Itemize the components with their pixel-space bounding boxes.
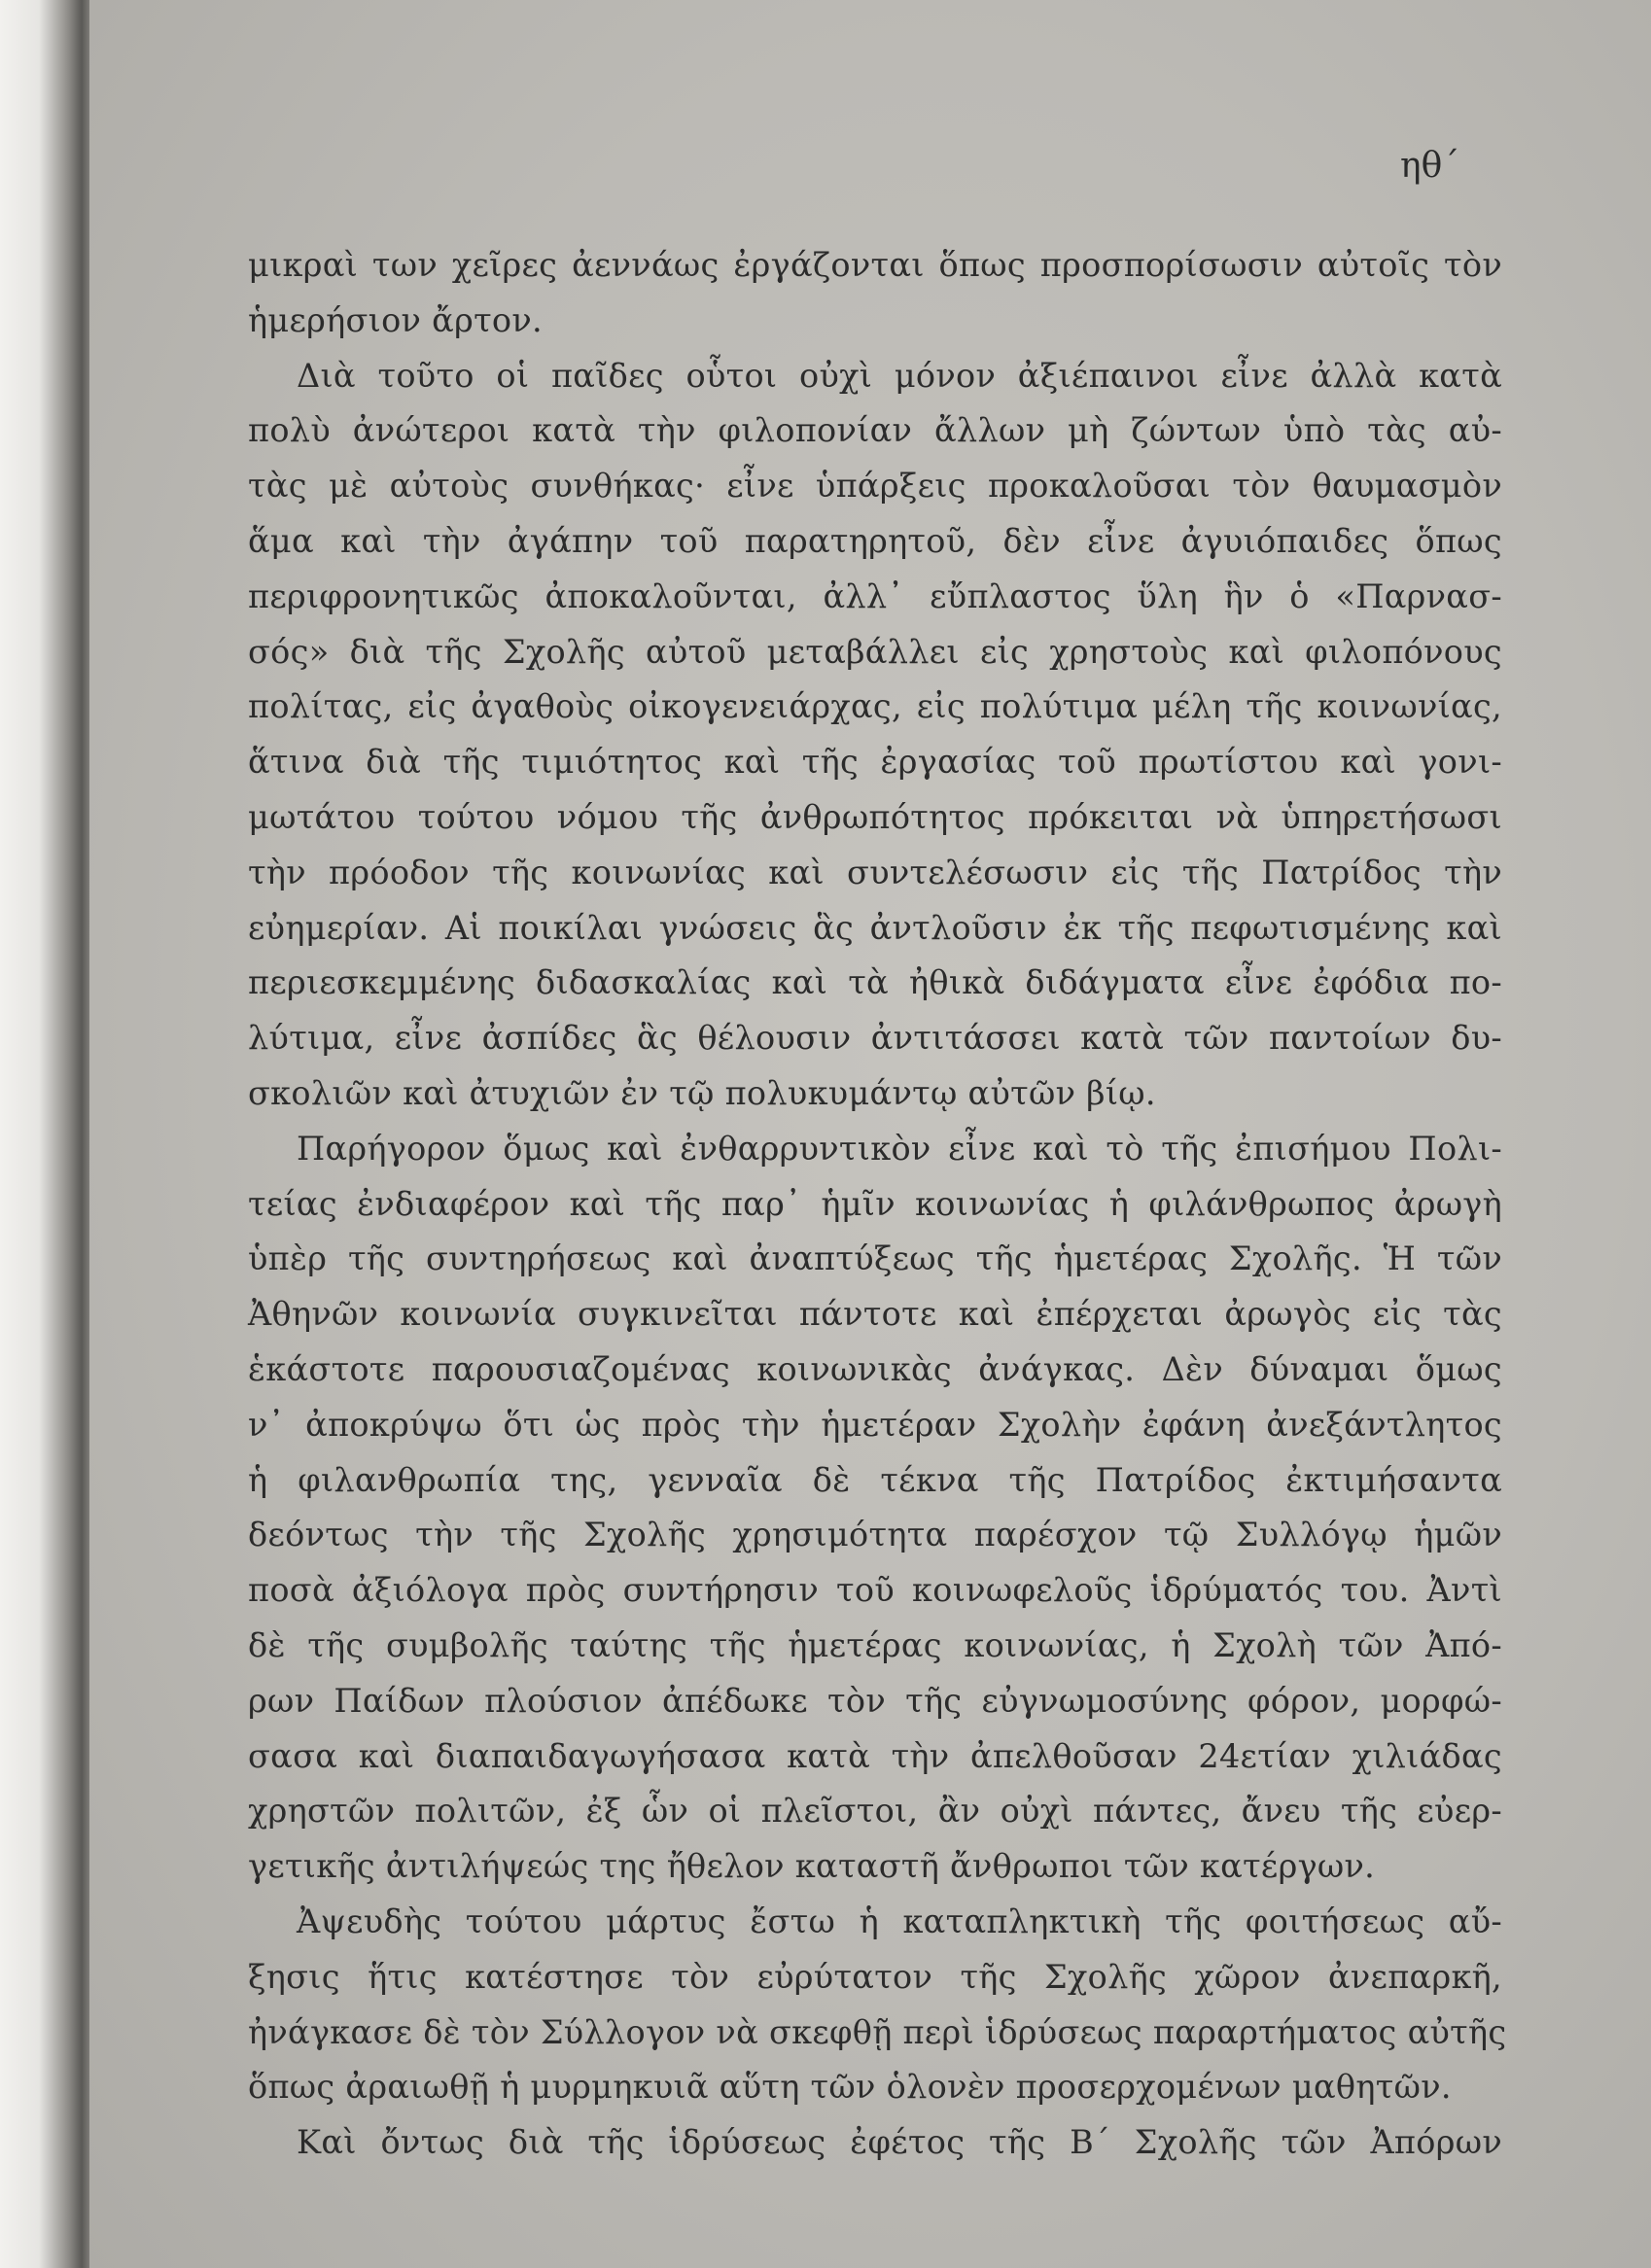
text-line: πολὺ ἀνώτεροι κατὰ τὴν φιλοπονίαν ἄλλων μὴ ζώντων ὑπὸ τὰς αὐ- — [248, 411, 1502, 450]
text-line: περιφρονητικῶς ἀποκαλοῦνται, ἀλλ᾿ εὔπλαστος ὕλη ἣν ὁ «Παρνασ- — [248, 576, 1502, 615]
text-line: σασα καὶ διαπαιδαγωγήσασα κατὰ τὴν ἀπελθοῦσαν 24ετίαν χιλιάδας — [248, 1736, 1502, 1775]
text-line: μωτάτου τούτου νόμου τῆς ἀνθρωπότητος πρόκειται νὰ ὑπηρετήσωσι — [248, 797, 1502, 836]
text-line: Ἀψευδὴς τούτου μάρτυς ἔστω ἡ καταπληκτικὴ τῆς φοιτήσεως αὔ- — [297, 1902, 1502, 1940]
text-line: ν᾿ ἀποκρύψω ὅτι ὡς πρὸς τὴν ἡμετέραν Σχολὴν ἐφάνη ἀνεξάντλητος — [248, 1405, 1502, 1444]
book-gutter — [0, 0, 89, 2268]
text-line: δὲ τῆς συμβολῆς ταύτης τῆς ἡμετέρας κοινωνίας, ἡ Σχολὴ τῶν Ἀπό- — [248, 1625, 1502, 1664]
text-line: Παρήγορον ὅμως καὶ ἐνθαρρυντικὸν εἶνε καὶ τὸ τῆς ἐπισήμου Πολι- — [297, 1129, 1502, 1168]
text-line: ἅμα καὶ τὴν ἀγάπην τοῦ παρατηρητοῦ, δὲν εἶνε ἀγυιόπαιδες ὅπως — [248, 521, 1502, 560]
text-line: ἡμερήσιον ἄρτον. — [248, 300, 543, 339]
text-line: ποσὰ ἀξιόλογα πρὸς συντήρησιν τοῦ κοινωφελοῦς ἱδρύματός του. Ἀντὶ — [248, 1571, 1502, 1610]
body-text — [248, 238, 1507, 2171]
page-number: ηθ΄ — [1400, 146, 1460, 186]
text-line: τὰς μὲ αὐτοὺς συνθήκας· εἶνε ὑπάρξεις προκαλοῦσαι τὸν θαυμασμὸν — [248, 467, 1502, 506]
text-line: ἅτινα διὰ τῆς τιμιότητος καὶ τῆς ἐργασίας τοῦ πρωτίστου καὶ γονι- — [248, 743, 1502, 782]
text-line: μικραὶ των χεῖρες ἀεννάως ἐργάζονται ὅπως προσπορίσωσιν αὐτοῖς τὸν — [248, 246, 1502, 284]
text-line: γετικῆς ἀντιλήψεώς της ἤθελον καταστῆ ἄνθρωποι τῶν κατέργων. — [248, 1847, 1376, 1886]
text-line: σός» διὰ τῆς Σχολῆς αὐτοῦ μεταβάλλει εἰς χρηστοὺς καὶ φιλοπόνους — [248, 632, 1502, 671]
text-line: εὐημερίαν. Αἱ ποικίλαι γνώσεις ἃς ἀντλοῦσιν ἐκ τῆς πεφωτισμένης καὶ — [248, 908, 1502, 947]
text-line: ἑκάστοτε παρουσιαζομένας κοινωνικὰς ἀνάγκας. Δὲν δύναμαι ὅμως — [248, 1349, 1502, 1388]
text-line: Καὶ ὄντως διὰ τῆς ἱδρύσεως ἐφέτος τῆς Β΄ Σχολῆς τῶν Ἀπόρων — [297, 2123, 1502, 2162]
text-line: τείας ἐνδιαφέρον καὶ τῆς παρ᾿ ἡμῖν κοινωνίας ἡ φιλάνθρωπος ἀρωγὴ — [248, 1184, 1502, 1223]
text-line: σκολιῶν καὶ ἀτυχιῶν ἐν τῷ πολυκυμάντῳ αὐτῶν βίῳ. — [248, 1073, 1156, 1112]
text-line: ξησις ἥτις κατέστησε τὸν εὐρύτατον τῆς Σχολῆς χῶρον ἀνεπαρκῆ, — [248, 1957, 1502, 1996]
text-line: λύτιμα, εἶνε ἀσπίδες ἃς θέλουσιν ἀντιτάσσει κατὰ τῶν παντοίων δυ- — [248, 1019, 1502, 1058]
text-line: Διὰ τοῦτο οἱ παῖδες οὗτοι οὐχὶ μόνον ἀξιέπαινοι εἶνε ἀλλὰ κατὰ — [297, 356, 1502, 395]
text-line: χρηστῶν πολιτῶν, ἐξ ὧν οἱ πλεῖστοι, ἂν οὐχὶ πάντες, ἄνευ τῆς εὐερ- — [248, 1792, 1502, 1831]
text-line: τὴν πρόοδον τῆς κοινωνίας καὶ συντελέσωσιν εἰς τῆς Πατρίδος τὴν — [248, 853, 1502, 891]
text-line: ὅπως ἀραιωθῇ ἡ μυρμηκυιᾶ αὕτη τῶν ὁλονὲν προσερχομένων μαθητῶν. — [248, 2068, 1452, 2107]
text-line: περιεσκεμμένης διδασκαλίας καὶ τὰ ἠθικὰ διδάγματα εἶνε ἐφόδια πο- — [248, 963, 1502, 1002]
text-line: ἡ φιλανθρωπία της, γενναῖα δὲ τέκνα τῆς Πατρίδος ἐκτιμήσαντα — [248, 1460, 1502, 1499]
text-line: πολίτας, εἰς ἀγαθοὺς οἰκογενειάρχας, εἰς πολύτιμα μέλη τῆς κοινωνίας, — [248, 687, 1502, 726]
text-line: ρων Παίδων πλούσιον ἀπέδωκε τὸν τῆς εὐγνωμοσύνης φόρον, μορφώ- — [248, 1681, 1502, 1720]
text-line: ὑπὲρ τῆς συντηρήσεως καὶ ἀναπτύξεως τῆς ἡμετέρας Σχολῆς. Ἡ τῶν — [248, 1239, 1502, 1278]
text-line: δεόντως τὴν τῆς Σχολῆς χρησιμότητα παρέσχον τῷ Συλλόγῳ ἡμῶν — [248, 1516, 1502, 1554]
text-line: ἠνάγκασε δὲ τὸν Σύλλογον νὰ σκεφθῇ περὶ ἱδρύσεως παραρτήματος αὐτῆς — [248, 2012, 1507, 2051]
text-line: Ἀθηνῶν κοινωνία συγκινεῖται πάντοτε καὶ ἐπέρχεται ἀρωγὸς εἰς τὰς — [248, 1295, 1502, 1334]
